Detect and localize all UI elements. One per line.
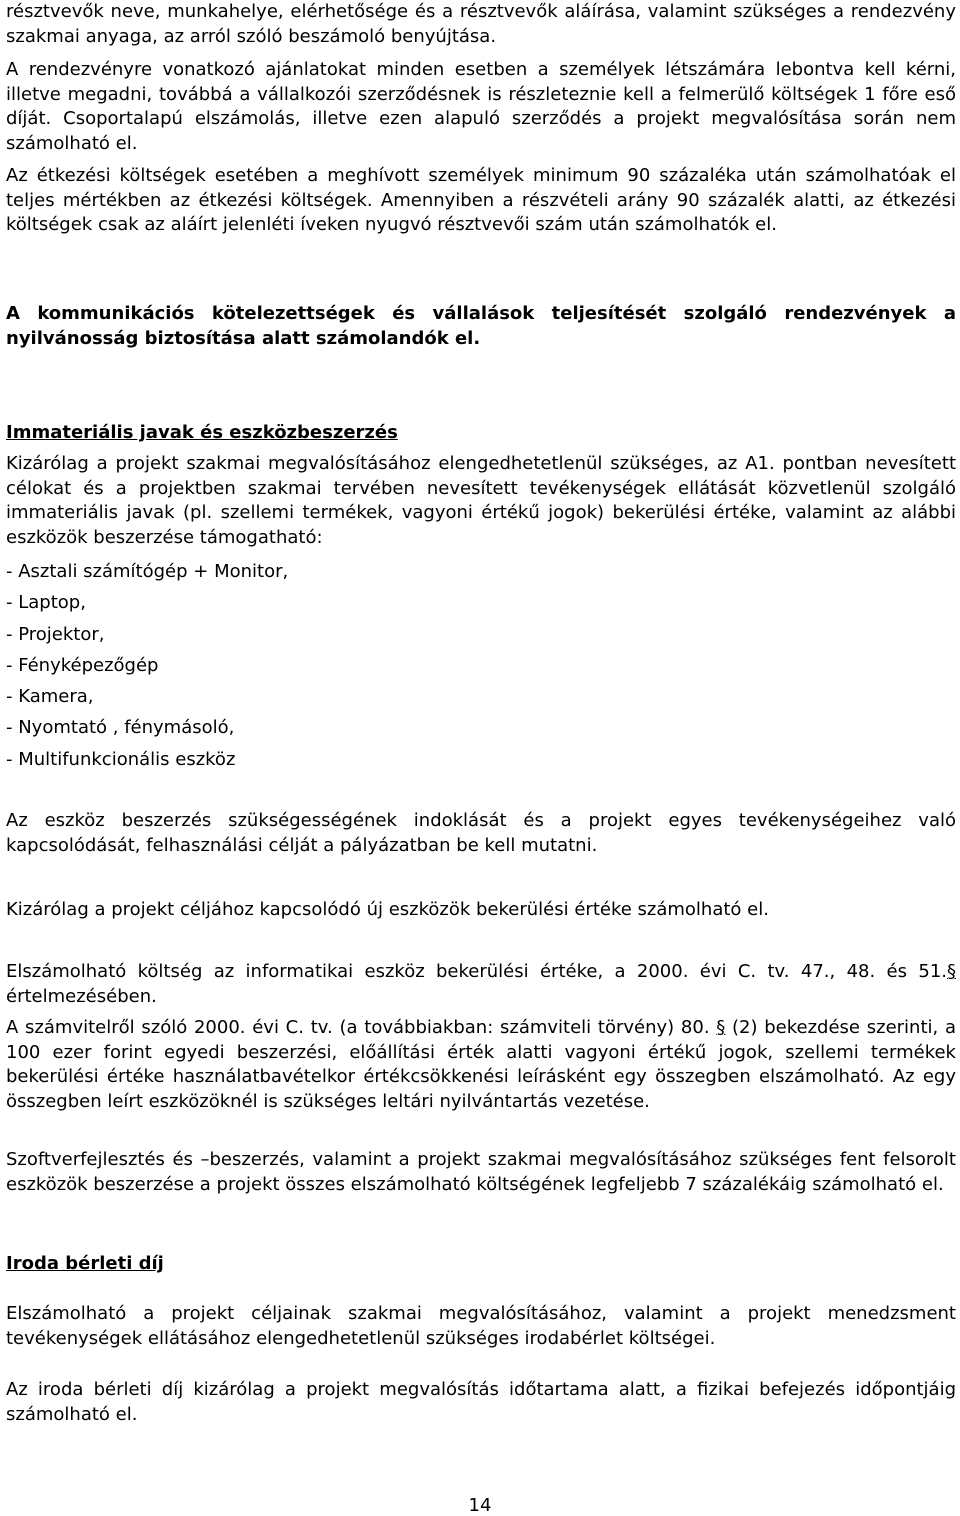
- list-item: - Laptop,: [6, 592, 86, 614]
- paragraph-participants: résztvevők neve, munkahelye, elérhetősége és a résztvevők aláírása, valamint szükséges a rendezvény szakmai anyaga, az arról szóló beszámoló benyújtása.: [6, 1, 956, 47]
- list-item: - Fényképezőgép: [6, 654, 159, 676]
- paragraph-accounting-act: A számvitelről szóló 2000. évi C. tv. (a továbbiakban: számviteli törvény) 80. § (2) bekezdése szerinti, a 100 ezer forint egyedi beszerzési, előállítási érték alatti vagyoni értékű jogok, szellemi termékek bekerülési értéke használatbavételkor értékcsökkenési leírásként egy összegben elszámolható. Az egy összegben leírt eszközöknél is szükséges leltári nyilvántartás vezetése.: [6, 1017, 956, 1112]
- paragraph-office-period: Az iroda bérleti díj kizárólag a projekt megvalósítás időtartama alatt, a fizikai befejezés időpontjáig számolható el.: [6, 1379, 956, 1425]
- list-item: - Projektor,: [6, 623, 105, 645]
- equipment-list: [6, 556, 956, 775]
- paragraph-offers: A rendezvényre vonatkozó ajánlatokat minden esetben a személyek létszámára lebontva kell kérni, illetve megadni, továbbá a vállalkozói szerződésnek is részleteznie kell a felmerülő költségek 1 főre eső díját. Csoportalapú elszámolás, illetve ezen alapuló szerződés a projekt megvalósítása során nem számolható el.: [6, 59, 956, 154]
- paragraph-immaterial-intro: Kizárólag a projekt szakmai megvalósításához elengedhetetlenül szükséges, az A1. pontban nevesített célokat és a projektben szakmai tervében nevesített tevékenységek ellátását közvetlenül szolgáló immateriális javak (pl. szellemi termékek, vagyoni értékű jogok) bekerülési értéke, valamint az alábbi eszközök beszerzése támogatható:: [6, 453, 956, 548]
- section-sign: §: [716, 1017, 726, 1038]
- list-item: - Kamera,: [6, 686, 94, 708]
- paragraph-new-assets-only: Kizárólag a projekt céljához kapcsolódó új eszközök bekerülési értéke számolható el.: [6, 899, 769, 920]
- paragraph-office-eligible: Elszámolható a projekt céljainak szakmai megvalósításához, valamint a projekt menedzsment tevékenységek ellátásához elengedhetetlenül szükséges irodabérlet költségei.: [6, 1303, 956, 1349]
- list-item: - Asztali számítógép + Monitor,: [6, 561, 289, 582]
- paragraph-communication-bold: A kommunikációs kötelezettségek és vállalások teljesítését szolgáló rendezvények a nyilvánosság biztosítása alatt számolandók el.: [6, 303, 956, 349]
- list-item: - Nyomtató , fénymásoló,: [6, 717, 235, 739]
- list-item: - Multifunkcionális eszköz: [6, 748, 236, 770]
- paragraph-software: Szoftverfejlesztés és –beszerzés, valamint a projekt szakmai megvalósításához szükséges fent felsorolt eszközök beszerzése a projekt összes elszámolható költségének legfeljebb 7 százalékáig számolható el.: [6, 1149, 956, 1195]
- heading-office-rent: Iroda bérleti díj: [6, 1253, 164, 1274]
- paragraph-justification: Az eszköz beszerzés szükségességének indoklását és a projekt egyes tevékenységeihez való kapcsolódását, felhasználási célját a pályázatban be kell mutatni.: [6, 810, 956, 856]
- heading-immaterial-assets: Immateriális javak és eszközbeszerzés: [6, 422, 398, 443]
- section-sign: §: [947, 961, 956, 982]
- page-number: 14: [468, 1495, 492, 1516]
- paragraph-catering: Az étkezési költségek esetében a meghívott személyek minimum 90 százaléka után számolhatóak el teljes mértékben az étkezési költségek. Amennyiben a részvételi arány 90 százalék alatti, az étkezési költségek csak az aláírt jelenléti íveken nyugvó résztvevői szám után számolhatók el.: [6, 165, 956, 235]
- paragraph-it-assets: Elszámolható költség az informatikai eszköz bekerülési értéke, a 2000. évi C. tv. 47., 48. és 51.§ értelmezésében.: [6, 961, 956, 1007]
